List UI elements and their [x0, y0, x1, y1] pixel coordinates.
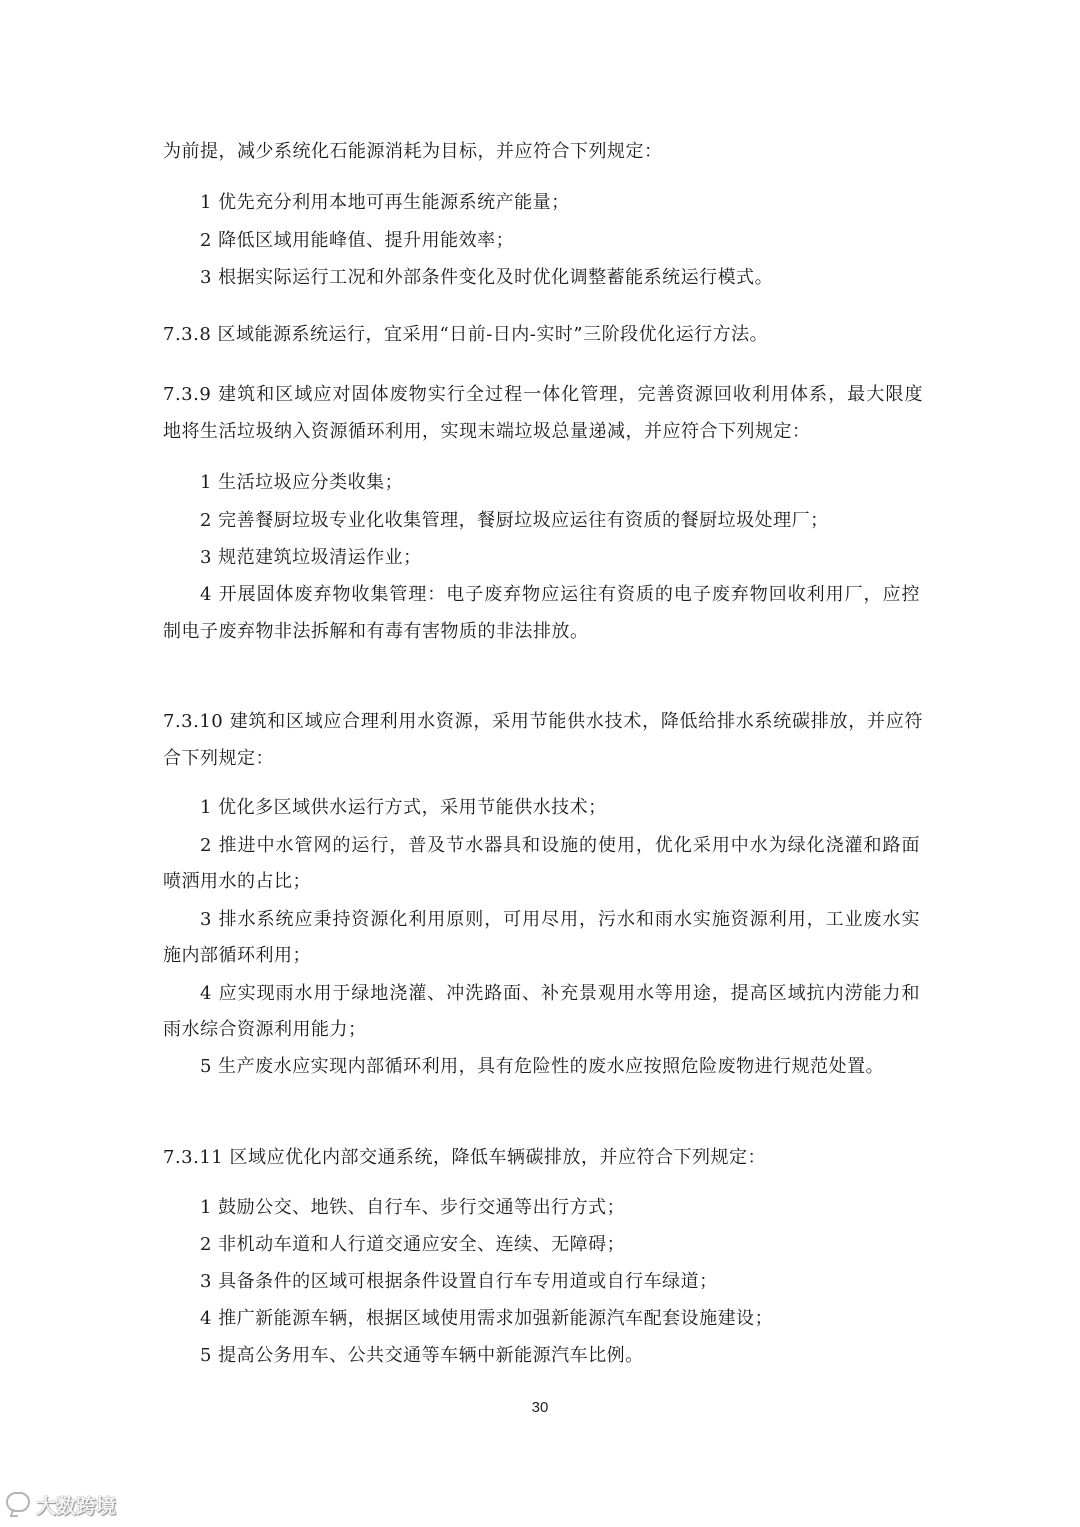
continuation-line: 为前提，减少系统化石能源消耗为目标，并应符合下列规定： [163, 141, 663, 162]
clause-item-4: 4 推广新能源车辆，根据区域使用需求加强新能源汽车配套设施建设； [200, 1308, 774, 1329]
clause-7-3-10-line-1: 7.3.10 建筑和区域应合理利用水资源，采用节能供水技术，降低给排水系统碳排放，并应符 [163, 711, 923, 732]
clause-7-3-9-line-2: 地将生活垃圾纳入资源循环利用，实现末端垃圾总量递减，并应符合下列规定： [163, 421, 811, 442]
clause-item-4-line-2: 制电子废弃物非法拆解和有毒有害物质的非法排放。 [163, 621, 589, 642]
clause-item-1: 1 生活垃圾应分类收集； [200, 472, 404, 493]
clause-item-1: 1 鼓励公交、地铁、自行车、步行交通等出行方式； [200, 1197, 626, 1218]
clause-item-3-line-2: 施内部循环利用； [163, 945, 311, 966]
clause-item-3: 3 根据实际运行工况和外部条件变化及时优化调整蓄能系统运行模式。 [200, 267, 774, 288]
watermark [6, 1487, 116, 1521]
clause-item-2-line-1: 2 推进中水管网的运行，普及节水器具和设施的使用，优化采用中水为绿化浇灌和路面 [200, 835, 920, 856]
chat-bubble-icon [6, 1492, 30, 1512]
clause-item-4-line-1: 4 开展固体废弃物收集管理：电子废弃物应运往有资质的电子废弃物回收利用厂，应控 [200, 584, 920, 605]
clause-item-3-line-1: 3 排水系统应秉持资源化利用原则，可用尽用，污水和雨水实施资源利用，工业废水实 [200, 909, 920, 930]
watermark-text: 大数跨境 [36, 1493, 116, 1518]
clause-item-1: 1 优先充分利用本地可再生能源系统产能量； [200, 192, 570, 213]
clause-7-3-11: 7.3.11 区域应优化内部交通系统，降低车辆碳排放，并应符合下列规定： [163, 1147, 766, 1168]
page-number: 30 [531, 1399, 549, 1416]
clause-7-3-9-line-1: 7.3.9 建筑和区域应对固体废物实行全过程一体化管理，完善资源回收利用体系，最大限度 [163, 384, 923, 405]
clause-item-2: 2 完善餐厨垃圾专业化收集管理，餐厨垃圾应运往有资质的餐厨垃圾处理厂； [200, 510, 829, 531]
clause-item-3: 3 具备条件的区域可根据条件设置自行车专用道或自行车绿道； [200, 1271, 718, 1292]
clause-item-4-line-1: 4 应实现雨水用于绿地浇灌、冲洗路面、补充景观用水等用途，提高区域抗内涝能力和 [200, 983, 920, 1004]
clause-item-4-line-2: 雨水综合资源利用能力； [163, 1019, 367, 1040]
clause-item-1: 1 优化多区域供水运行方式，采用节能供水技术； [200, 797, 607, 818]
clause-item-2: 2 非机动车道和人行道交通应安全、连续、无障碍； [200, 1234, 626, 1255]
clause-7-3-8: 7.3.8 区域能源系统运行，宜采用“日前-日内-实时”三阶段优化运行方法。 [163, 324, 769, 345]
clause-item-5: 5 生产废水应实现内部循环利用，具有危险性的废水应按照危险废物进行规范处置。 [200, 1056, 885, 1077]
clause-item-2-line-2: 喷洒用水的占比； [163, 871, 311, 892]
clause-item-3: 3 规范建筑垃圾清运作业； [200, 547, 422, 568]
clause-item-2: 2 降低区域用能峰值、提升用能效率； [200, 230, 515, 251]
clause-7-3-10-line-2: 合下列规定： [163, 748, 274, 769]
clause-item-5: 5 提高公务用车、公共交通等车辆中新能源汽车比例。 [200, 1345, 644, 1366]
